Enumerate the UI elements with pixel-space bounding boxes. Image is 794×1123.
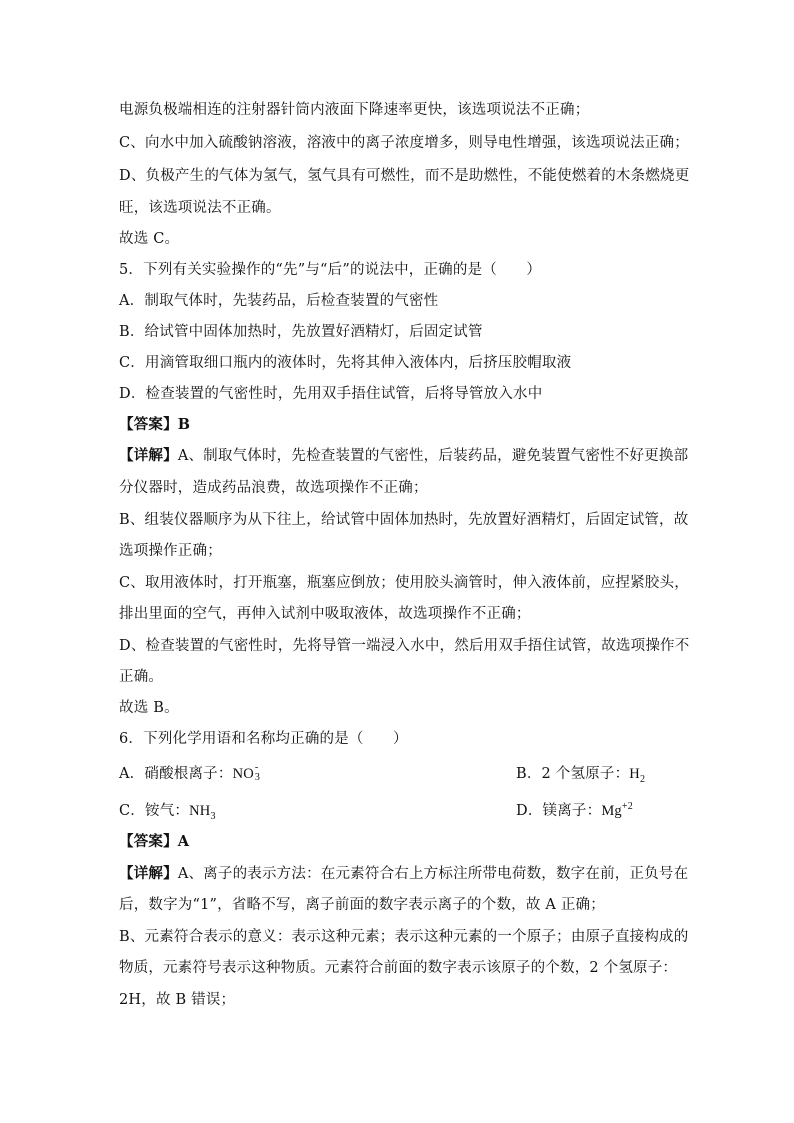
text-line: 故选 C。 (119, 231, 180, 247)
superscript: +2 (621, 801, 633, 813)
nitrate-charge (254, 764, 262, 784)
detail-5-line: 分仪器时，造成药品浪费，故选项操作不正确； (119, 480, 428, 496)
question-5: 5．下列有关实验操作的“先”与“后”的说法中，正确的是（ ） (119, 262, 542, 278)
nitrate-formula: NO (232, 766, 254, 782)
detail-5-line (119, 446, 734, 466)
detail-text: A、制取气体时，先检查装置的气密性，后装药品，避免装置气密性不好更换部 (177, 448, 689, 464)
text-line: C、向水中加入硫酸钠溶液，溶液中的离子浓度增多，则导电性增强，该选项说法正确； (119, 135, 689, 151)
question-6-row-ab (119, 764, 734, 784)
text-line: 故选 B。 (119, 700, 179, 716)
detail-6-line: 物质，元素符号表示这种物质。元素符合前面的数字表示该原子的个数，2 个氢原子： (119, 960, 678, 976)
option-label: C．铵气： (119, 803, 190, 819)
detail-5-line: B、组装仪器顺序为从下往上，给试管中固体加热时，先放置好酒精灯，后固定试管，故 (119, 512, 689, 528)
detail-5-line: 排出里面的空气，再伸入试剂中吸取液体，故选项操作不正确； (119, 606, 531, 622)
detail-6-line: 后，数字为“1”，省略不写，离子前面的数字表示离子的个数，故 A 正确； (119, 897, 605, 913)
question-6-option-d (516, 801, 633, 821)
detail-text: A、离子的表示方法：在元素符合右上方标注所带电荷数，数字在前，正负号在 (177, 866, 689, 882)
question-5-option-a: A．制取气体时，先装药品，后检查装置的气密性 (119, 293, 439, 309)
detail-5-line: D、检查装置的气密性时，先将导管一端浸入水中，然后用双手捂住试管，故选项操作不 (119, 638, 690, 654)
text-line: 电源负极端相连的注射器针筒内液面下降速率更快，该选项说法不正确； (119, 102, 590, 118)
option-label: D．镁离子： (516, 803, 602, 819)
detail-label: 【详解】 (119, 865, 178, 882)
question-5-option-b: B．给试管中固体加热时，先放置好酒精灯，后固定试管 (119, 324, 483, 340)
detail-6-line (119, 864, 734, 884)
detail-6-line: B、元素符合表示的意义：表示这种元素；表示这种元素的一个原子；由原子直接构成的 (119, 929, 689, 945)
question-6-row-cd (119, 801, 734, 821)
subscript: 3 (254, 772, 261, 783)
magnesium-formula: Mg (601, 803, 622, 819)
subscript: 3 (210, 810, 216, 822)
text-line: 旺，该选项说法不正确。 (119, 200, 281, 216)
question-6-option-b (516, 764, 645, 784)
ammonia-formula: NH (189, 803, 211, 819)
superscript: - (254, 762, 259, 773)
detail-label: 【详解】 (119, 447, 178, 464)
detail-5-line: 选项操作正确； (119, 543, 222, 559)
text-line: D、负极产生的气体为氢气，氢气具有可燃性，而不是助燃性，不能使燃着的木条燃烧更 (119, 168, 690, 184)
question-6-option-c (119, 803, 216, 822)
detail-5-line: 正确。 (119, 669, 164, 685)
option-label: A．硝酸根离子： (119, 766, 233, 782)
answer-6: 【答案】A (119, 833, 190, 850)
option-label: B．2 个氢原子： (516, 766, 630, 782)
question-6: 6．下列化学用语和名称均正确的是（ ） (119, 731, 408, 747)
answer-5: 【答案】B (119, 416, 191, 433)
hydrogen-formula: H (629, 766, 640, 782)
detail-6-line: 2H，故 B 错误； (119, 992, 236, 1008)
question-6-option-a (119, 762, 262, 783)
detail-5-line: C、取用液体时，打开瓶塞，瓶塞应倒放；使用胶头滴管时，伸入液体前，应捏紧胶头， (119, 575, 689, 591)
question-5-option-d: D．检查装置的气密性时，先用双手捂住试管，后将导管放入水中 (119, 386, 543, 402)
question-5-option-c: C．用滴管取细口瓶内的液体时，先将其伸入液体内，后挤压胶帽取液 (119, 355, 572, 371)
subscript: 2 (639, 773, 646, 785)
